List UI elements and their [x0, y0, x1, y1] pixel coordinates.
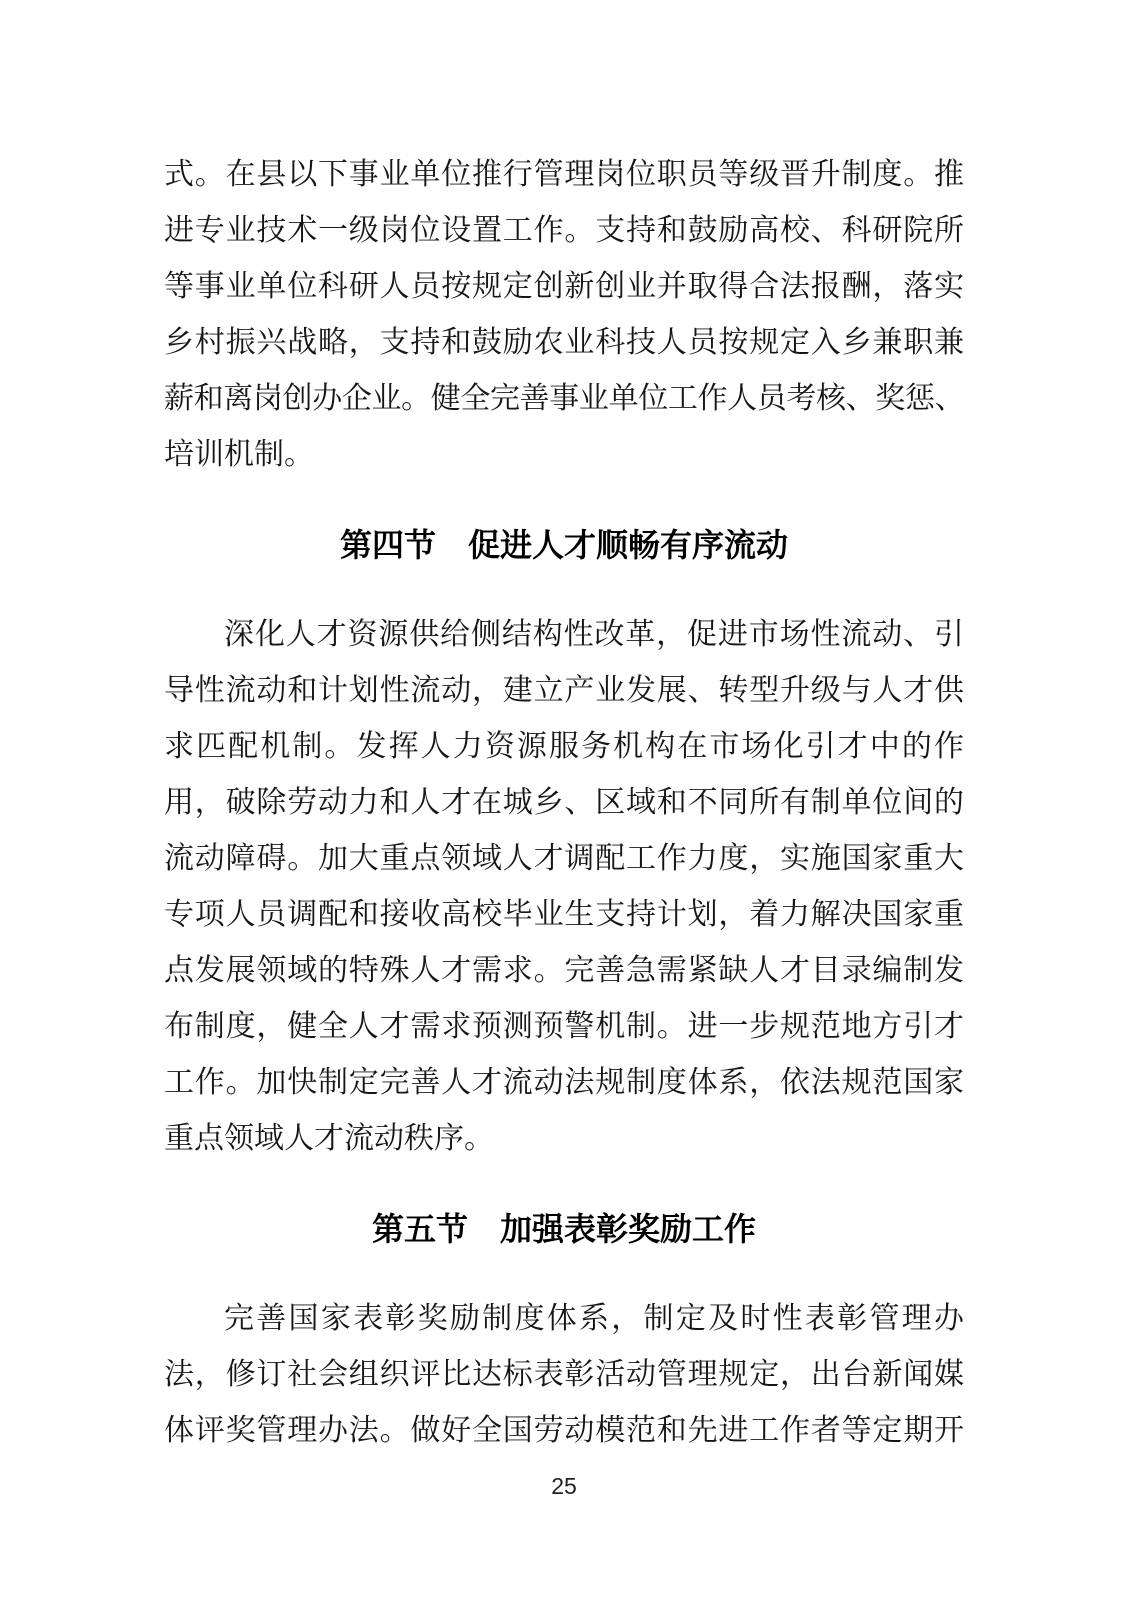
text-line: 等事业单位科研人员按规定创新创业并取得合法报酬，落实: [164, 270, 964, 303]
text-line: 专项人员调配和接收高校毕业生支持计划，着力解决国家重: [164, 898, 964, 931]
text-line: 点发展领域的特殊人才需求。完善急需紧缺人才目录编制发: [164, 954, 964, 987]
text-line: 进专业技术一级岗位设置工作。支持和鼓励高校、科研院所: [164, 214, 964, 247]
paragraph: [164, 1291, 964, 1459]
text-line: 培训机制。: [164, 438, 314, 471]
section-heading-4: 第四节 促进人才顺畅有序流动: [339, 527, 788, 563]
text-line: 工作。加快制定完善人才流动法规制度体系，依法规范国家: [164, 1066, 964, 1099]
paragraph: [164, 607, 964, 1167]
section-heading-5: 第五节 加强表彰奖励工作: [371, 1211, 756, 1247]
text-line: 乡村振兴战略，支持和鼓励农业科技人员按规定入乡兼职兼: [164, 326, 964, 359]
text-line: 深化人才资源供给侧结构性改革，促进市场性流动、引: [224, 618, 964, 651]
paragraph: [164, 147, 964, 483]
text-line: 导性流动和计划性流动，建立产业发展、转型升级与人才供: [164, 674, 964, 707]
text-line: 用，破除劳动力和人才在城乡、区域和不同所有制单位间的: [164, 786, 964, 819]
text-line: 式。在县以下事业单位推行管理岗位职员等级晋升制度。推: [164, 158, 964, 191]
page-number: 25: [551, 1473, 577, 1499]
text-line: 薪和离岗创办企业。健全完善事业单位工作人员考核、奖惩、: [164, 382, 964, 415]
text-line: 布制度，健全人才需求预测预警机制。进一步规范地方引才: [164, 1010, 964, 1043]
text-line: 法，修订社会组织评比达标表彰活动管理规定，出台新闻媒: [164, 1358, 964, 1391]
text-line: 完善国家表彰奖励制度体系，制定及时性表彰管理办: [224, 1302, 964, 1335]
text-line: 体评奖管理办法。做好全国劳动模范和先进工作者等定期开: [164, 1414, 964, 1447]
text-line: 求匹配机制。发挥人力资源服务机构在市场化引才中的作: [164, 730, 964, 763]
text-line: 重点领域人才流动秩序。: [164, 1122, 494, 1155]
text-line: 流动障碍。加大重点领域人才调配工作力度，实施国家重大: [164, 842, 964, 875]
